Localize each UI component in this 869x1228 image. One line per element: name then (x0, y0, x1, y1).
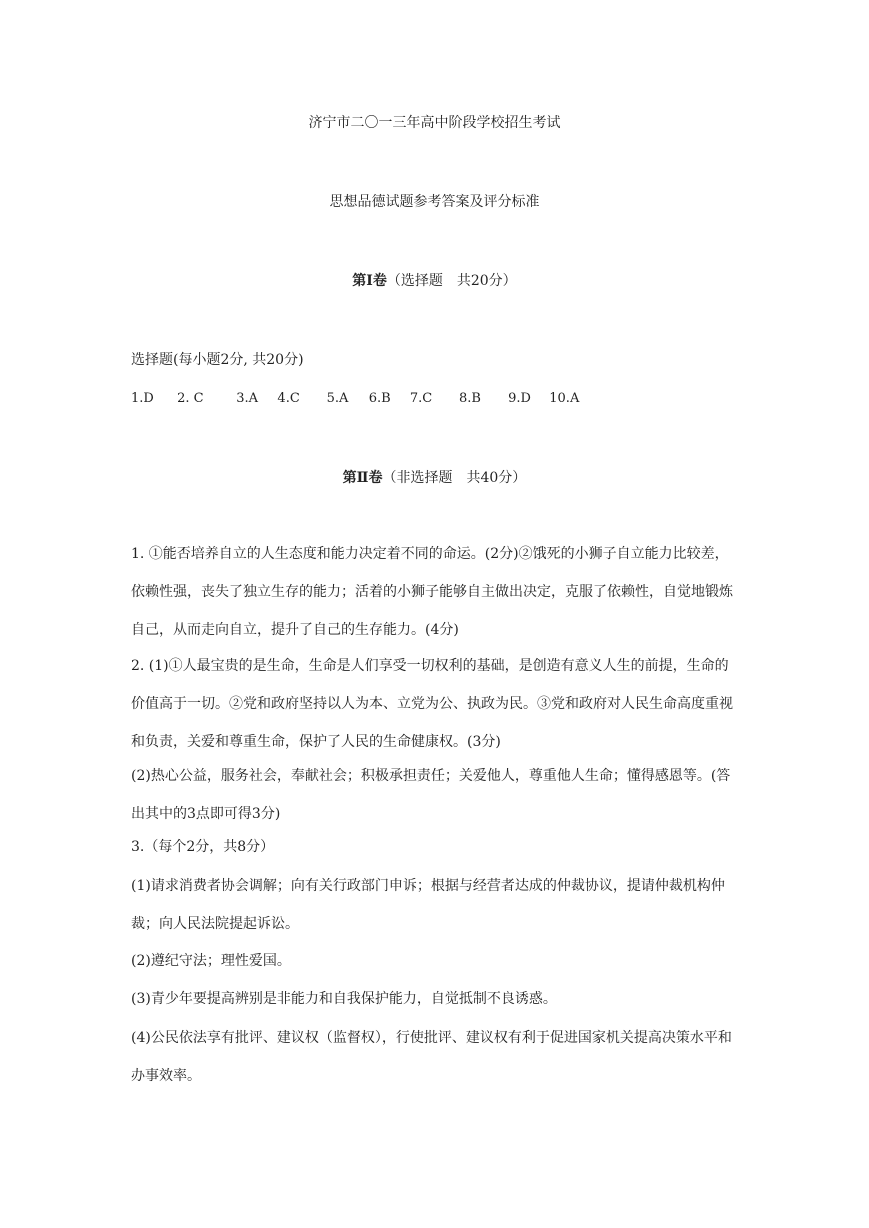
answer-item: 1.D (131, 391, 154, 406)
part2-heading-note: （非选择题 共40分） (382, 470, 527, 486)
answer-item: 7.C (409, 391, 433, 406)
answer-item: 6.B (368, 391, 391, 406)
answer-paragraph-3-4: (4)公民依法享有批评、建议权（监督权），行使批评、建议权有利于促进国家机关提高决策水平和办事效率。 (131, 1030, 732, 1084)
answer-list (131, 389, 579, 409)
answer-paragraph-3: 3.（每个2分，共8分） (131, 839, 275, 855)
answer-item: 10.A (549, 391, 580, 406)
answer-paragraph-2-2: (2)热心公益，服务社会，奉献社会；积极承担责任；关爱他人，尊重他人生命；懂得感恩等。(答出其中的3点即可得3分) (131, 768, 731, 822)
answer-paragraph-1: 1. ①能否培养自立的人生态度和能力决定着不同的命运。(2分)②饿死的小狮子自立能力比较差，依赖性强，丧失了独立生存的能力；活着的小狮子能够自主做出决定，克服了依赖性，自觉地锻炼自己，从而走向自立，提升了自己的生存能力。(4分) (131, 546, 733, 638)
part1-heading-note: （选择题 共20分） (386, 273, 517, 289)
part1-heading-label: 第Ⅰ卷 (352, 273, 387, 289)
answer-item: 3.A (236, 391, 259, 406)
answer-paragraph-3-3: (3)青少年要提高辨别是非能力和自我保护能力，自觉抵制不良诱惑。 (131, 991, 557, 1007)
answer-paragraph-3-2: (2)遵纪守法；理性爱国。 (131, 953, 291, 969)
answer-item: 5.A (326, 391, 349, 406)
answer-item: 9.D (508, 391, 531, 406)
part2-heading (0, 468, 869, 488)
document-subtitle: 思想品德试题参考答案及评分标准 (329, 194, 540, 210)
part1-heading (0, 271, 869, 291)
answer-item: 4.C (277, 391, 300, 406)
answer-item: 2. C (177, 391, 204, 406)
answer-item: 8.B (458, 391, 481, 406)
part1-intro: 选择题(每小题2分, 共20分) (131, 352, 304, 368)
document-title: 济宁市二〇一三年高中阶段学校招生考试 (308, 115, 561, 131)
answer-paragraph-2-1: 2. (1)①人最宝贵的是生命，生命是人们享受一切权利的基础，是创造有意义人生的前提，生命的价值高于一切。②党和政府坚持以人为本、立党为公、执政为民。③党和政府对人民生命高度重视和负责，关爱和尊重生命，保护了人民的生命健康权。(3分) (131, 658, 733, 750)
part2-heading-label: 第Ⅱ卷 (342, 470, 383, 486)
answer-paragraph-3-1: (1)请求消费者协会调解；向有关行政部门申诉；根据与经营者达成的仲裁协议，提请仲裁机构仲裁；向人民法院提起诉讼。 (131, 878, 725, 932)
